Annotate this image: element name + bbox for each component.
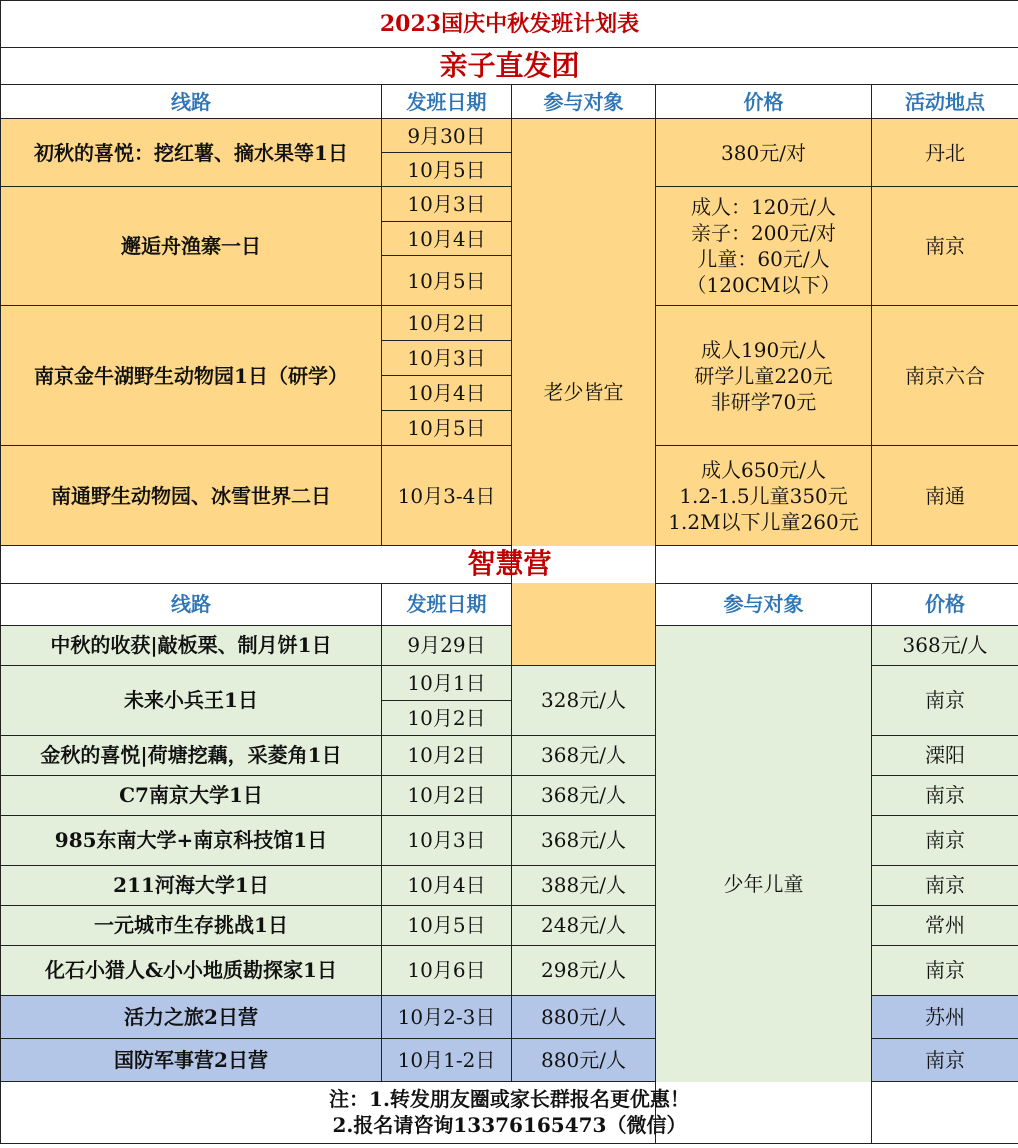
date-cell: 10月2日 — [382, 700, 512, 735]
page-title: 2023国庆中秋发班计划表 — [1, 1, 1018, 48]
date-cell: 10月1-2日 — [382, 1038, 512, 1081]
date-cell: 10月2日 — [382, 306, 512, 341]
date-cell: 10月5日 — [382, 905, 512, 945]
location-cell: 苏州 — [872, 995, 1018, 1038]
price-line: 成人190元/人 — [701, 337, 826, 362]
route-cell: 中秋的收获|敲板栗、制月饼1日 — [1, 625, 382, 665]
date-cell: 10月4日 — [382, 376, 512, 411]
date-cell: 10月3日 — [382, 341, 512, 376]
route-cell: 金秋的喜悦|荷塘挖藕，采菱角1日 — [1, 735, 382, 775]
date-cell: 9月29日 — [382, 625, 512, 665]
location-cell: 南京 — [872, 187, 1018, 306]
price-line: 儿童：60元/人 — [697, 247, 830, 272]
location-cell: 南通 — [872, 446, 1018, 546]
price-line: 非研学70元 — [710, 389, 817, 414]
date-cell: 10月3日 — [382, 187, 512, 222]
price-cell: 388元/人 — [512, 865, 656, 905]
price-cell: 328元/人 — [512, 665, 656, 735]
location-cell: 南京 — [872, 1038, 1018, 1081]
price-line: 成人：120元/人 — [691, 195, 836, 220]
section-title-family: 亲子直发团 — [1, 48, 1018, 85]
price-line: （120CM以下） — [686, 273, 841, 298]
header-location: 活动地点 — [872, 85, 1018, 119]
route-cell: 985东南大学+南京科技馆1日 — [1, 815, 382, 865]
price-line: 1.2M以下儿童260元 — [668, 509, 859, 534]
route-cell: 国防军事营2日营 — [1, 1038, 382, 1081]
price-cell: 368元/人 — [512, 775, 656, 815]
table-row — [1, 625, 1018, 665]
date-cell: 10月4日 — [382, 222, 512, 256]
location-cell: 南京 — [872, 865, 1018, 905]
price-cell: 380元/对 — [656, 119, 872, 187]
location-cell: 南京 — [872, 945, 1018, 995]
location-cell: 南京 — [872, 665, 1018, 735]
route-cell: 未来小兵王1日 — [1, 665, 382, 735]
header-route: 线路 — [1, 85, 382, 119]
date-cell: 10月1日 — [382, 665, 512, 700]
header-target: 参与对象 — [656, 583, 872, 625]
date-cell: 9月30日 — [382, 119, 512, 153]
location-cell: 南京六合 — [872, 306, 1018, 446]
price-cell: 368元/人 — [872, 625, 1018, 665]
header-date: 发班日期 — [382, 85, 512, 119]
price-cell: 298元/人 — [512, 945, 656, 995]
price-line: 1.2-1.5儿童350元 — [679, 483, 848, 508]
location-cell: 常州 — [872, 905, 1018, 945]
date-cell: 10月3-4日 — [382, 446, 512, 546]
location-cell: 南京 — [872, 815, 1018, 865]
header-route: 线路 — [1, 583, 382, 625]
route-cell: 邂逅舟渔寨一日 — [1, 187, 382, 306]
route-cell: 活力之旅2日营 — [1, 995, 382, 1038]
route-cell: 211河海大学1日 — [1, 865, 382, 905]
target-cell: 少年儿童 — [656, 625, 872, 1143]
date-cell: 10月3日 — [382, 815, 512, 865]
target-cell: 老少皆宜 — [512, 119, 656, 665]
route-cell: 一元城市生存挑战1日 — [1, 905, 382, 945]
table-row — [1, 187, 1018, 222]
price-cell: 880元/人 — [512, 995, 656, 1038]
table-header-row — [1, 583, 1018, 625]
table-row — [1, 446, 1018, 546]
price-cell — [656, 446, 872, 546]
note-line: 注：1.转发朋友圈或家长群报名更优惠！ — [329, 1087, 690, 1112]
note-line: 2.报名请咨询13376165473（微信） — [332, 1113, 687, 1138]
date-cell: 10月6日 — [382, 945, 512, 995]
header-price: 价格 — [656, 85, 872, 119]
price-cell: 880元/人 — [512, 1038, 656, 1081]
route-cell: 南通野生动物园、冰雪世界二日 — [1, 446, 382, 546]
location-cell: 丹北 — [872, 119, 1018, 187]
route-cell: 南京金牛湖野生动物园1日（研学） — [1, 306, 382, 446]
price-line: 成人650元/人 — [701, 457, 826, 482]
location-cell: 南京 — [872, 775, 1018, 815]
notes — [1, 1081, 1018, 1143]
price-cell — [656, 306, 872, 446]
header-date: 发班日期 — [382, 583, 512, 625]
table-header-row — [1, 85, 1018, 119]
price-cell: 368元/人 — [512, 815, 656, 865]
table-row — [1, 306, 1018, 341]
date-cell: 10月2日 — [382, 735, 512, 775]
date-cell: 10月5日 — [382, 256, 512, 306]
date-cell: 10月5日 — [382, 411, 512, 446]
price-line: 亲子：200元/对 — [691, 221, 836, 246]
route-cell: 初秋的喜悦：挖红薯、摘水果等1日 — [1, 119, 382, 187]
price-cell: 368元/人 — [512, 735, 656, 775]
route-cell: C7南京大学1日 — [1, 775, 382, 815]
price-cell — [656, 187, 872, 306]
price-line: 研学儿童220元 — [694, 363, 833, 388]
header-target: 参与对象 — [512, 85, 656, 119]
location-cell: 溧阳 — [872, 735, 1018, 775]
date-cell: 10月2日 — [382, 775, 512, 815]
date-cell: 10月2-3日 — [382, 995, 512, 1038]
header-price: 价格 — [872, 583, 1018, 625]
section-title-camp: 智慧营 — [1, 546, 1018, 583]
price-cell: 248元/人 — [512, 905, 656, 945]
route-cell: 化石小猎人&小小地质勘探家1日 — [1, 945, 382, 995]
date-cell: 10月5日 — [382, 153, 512, 187]
table-row — [1, 119, 1018, 153]
date-cell: 10月4日 — [382, 865, 512, 905]
